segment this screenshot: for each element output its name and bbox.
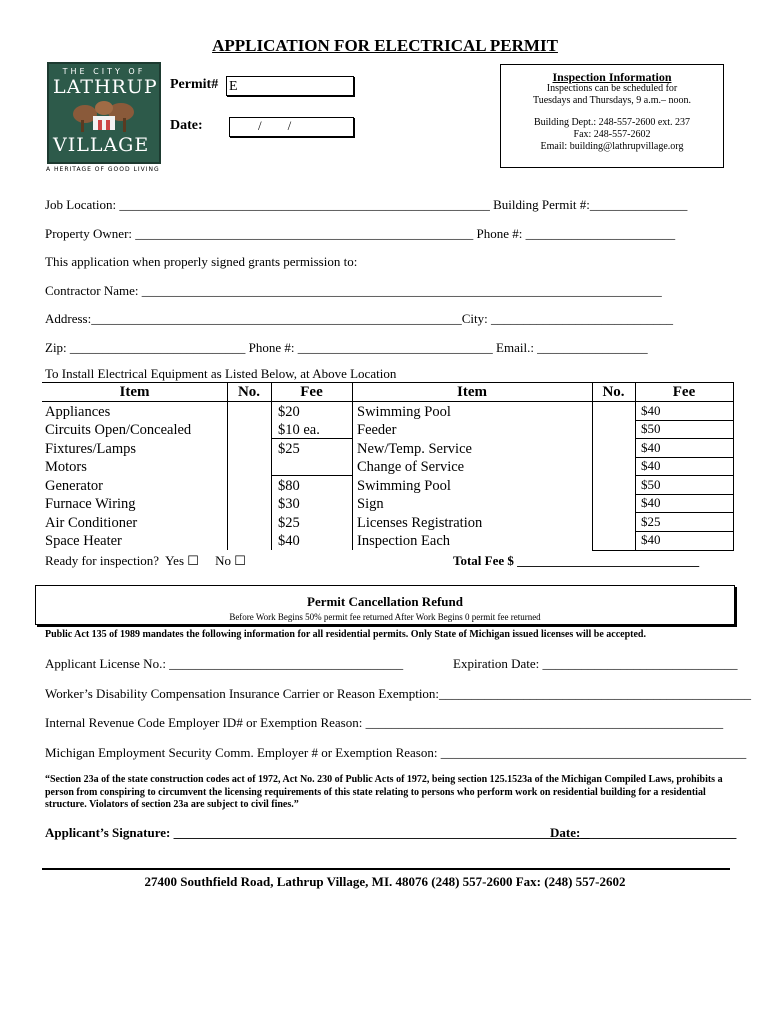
table-row-item: Feeder bbox=[357, 422, 397, 438]
table-row-fee: $25 bbox=[278, 441, 300, 457]
permit-label: Permit# bbox=[170, 77, 219, 92]
table-row-item: Furnace Wiring bbox=[45, 496, 136, 512]
table-divider bbox=[733, 382, 734, 550]
table-divider bbox=[635, 438, 733, 439]
table-row-fee: $40 bbox=[641, 440, 661, 455]
table-row-item: Sign bbox=[357, 496, 384, 512]
table-row-item: Appliances bbox=[45, 404, 111, 420]
table-divider bbox=[635, 475, 733, 476]
inspection-fax: Fax: 248-557-2602 bbox=[573, 129, 651, 140]
footer-address: 27400 Southfield Road, Lathrup Village, MI. 48076 (248) 557-2600 Fax: (248) 557-2602 bbox=[144, 874, 626, 889]
city-logo bbox=[47, 62, 161, 164]
table-row-item: Swimming Pool bbox=[357, 404, 451, 420]
table-row-item: Generator bbox=[45, 478, 103, 494]
mesc-line[interactable]: Michigan Employment Security Comm. Employer # or Exemption Reason: _______________________________________________ bbox=[45, 745, 747, 760]
table-row-item: New/Temp. Service bbox=[357, 441, 472, 457]
table-row-fee: $20 bbox=[278, 404, 300, 420]
table-top-rule bbox=[42, 382, 734, 383]
table-row-item: Circuits Open/Concealed bbox=[45, 422, 192, 438]
inspection-dept: Building Dept.: 248-557-2600 ext. 237 bbox=[533, 117, 691, 128]
table-row-item: Change of Service bbox=[357, 459, 465, 475]
public-act-notice: Public Act 135 of 1989 mandates the following information for all residential permits. Only State of Michigan issued licenses will be accepted. bbox=[45, 629, 646, 640]
logo-line1: LATHRUP bbox=[53, 76, 158, 98]
inspection-heading: Inspection Information bbox=[552, 70, 672, 84]
logo-top-text: THE CITY OF bbox=[62, 67, 146, 76]
employer-id-line[interactable]: Internal Revenue Code Employer ID# or Exemption Reason: _______________________________________________________ bbox=[45, 715, 724, 730]
zip-phone-email-line[interactable]: Zip: ___________________________ Phone #: ______________________________ Email.: _________________ bbox=[45, 340, 648, 355]
contractor-line[interactable]: Contractor Name: ________________________________________________________________________________ bbox=[45, 283, 662, 298]
table-row-fee: $40 bbox=[278, 533, 300, 549]
install-text: To Install Electrical Equipment as Listed Below, at Above Location bbox=[45, 366, 397, 381]
logo-illustration bbox=[71, 100, 137, 136]
logo-line2: VILLAGE bbox=[53, 134, 150, 156]
table-row-fee: $40 bbox=[641, 458, 661, 473]
footer-divider bbox=[42, 868, 730, 870]
table-row-fee: $40 bbox=[641, 495, 661, 510]
table-row-fee: $10 ea. bbox=[278, 422, 320, 438]
col-header-item2: Item bbox=[457, 384, 487, 400]
section-23a-notice: “Section 23a of the state construction codes act of 1972, Act No. 230 of Public Acts of 1972, being section 125.1523a of the Michigan Compiled Laws, prohibits a person from conspiring to circumvent the licensing requirements of this state relating to persons who perform work on residential building for a residential structure. Violators of section 23a are subject to civil fines.” bbox=[45, 774, 723, 810]
cancellation-text: Before Work Begins 50% permit fee returned After Work Begins 0 permit fee returned bbox=[229, 612, 541, 622]
expiration-date-line[interactable]: Expiration Date: ______________________________ bbox=[453, 656, 738, 671]
logo-tagline: A HERITAGE OF GOOD LIVING bbox=[46, 166, 160, 173]
table-divider bbox=[352, 382, 353, 550]
cancellation-refund-box bbox=[35, 585, 735, 625]
table-row-item: Inspection Each bbox=[357, 533, 451, 549]
col-header-fee2: Fee bbox=[672, 384, 696, 400]
date-value: / / bbox=[258, 118, 292, 133]
grants-text: This application when properly signed grants permission to: bbox=[45, 254, 358, 269]
address-line[interactable]: Address:_________________________________________________________City: ____________________________ bbox=[45, 311, 673, 326]
table-bottom-rule bbox=[592, 550, 734, 551]
table-divider bbox=[635, 512, 733, 513]
table-row-fee: $80 bbox=[278, 478, 300, 494]
inspection-email: Email: building@lathrupvillage.org bbox=[540, 141, 684, 152]
ready-for-inspection-checkboxes[interactable]: Ready for inspection? Yes ☐ No ☐ bbox=[45, 553, 246, 568]
table-row-fee: $25 bbox=[278, 515, 300, 531]
table-row-fee: $40 bbox=[641, 532, 661, 547]
permit-number-value: E bbox=[229, 79, 238, 94]
inspection-info-box bbox=[500, 64, 724, 168]
table-row-item: Air Conditioner bbox=[45, 515, 138, 531]
col-header-no2: No. bbox=[602, 384, 625, 400]
col-header-item: Item bbox=[119, 384, 150, 400]
table-divider bbox=[635, 382, 636, 550]
applicant-license-line[interactable]: Applicant License No.: ____________________________________ bbox=[45, 656, 404, 671]
col-header-no: No. bbox=[237, 384, 261, 400]
signature-date-line[interactable]: Date:________________________ bbox=[550, 825, 737, 840]
permit-number-field[interactable] bbox=[226, 76, 354, 96]
total-fee-line[interactable]: Total Fee $ ____________________________ bbox=[453, 553, 700, 568]
property-owner-line[interactable]: Property Owner: ____________________________________________________ Phone #: _______________________ bbox=[45, 226, 676, 241]
table-header-rule bbox=[42, 401, 734, 402]
table-row-fee: $25 bbox=[641, 514, 661, 529]
table-divider bbox=[227, 382, 228, 550]
table-row-fee: $40 bbox=[641, 403, 661, 418]
table-row-fee: $50 bbox=[641, 421, 661, 436]
table-row-item: Space Heater bbox=[45, 533, 122, 549]
table-row-item: Motors bbox=[45, 459, 87, 475]
cancellation-heading: Permit Cancellation Refund bbox=[307, 594, 463, 609]
table-row-item: Swimming Pool bbox=[357, 478, 451, 494]
table-divider bbox=[592, 382, 593, 550]
table-divider bbox=[271, 382, 272, 550]
col-header-fee: Fee bbox=[300, 384, 323, 400]
table-divider bbox=[271, 475, 352, 476]
date-field[interactable] bbox=[229, 117, 354, 137]
inspection-line2: Tuesdays and Thursdays, 9 a.m.– noon. bbox=[532, 95, 692, 106]
table-row-fee: $30 bbox=[278, 496, 300, 512]
page-title: APPLICATION FOR ELECTRICAL PERMIT bbox=[212, 36, 558, 55]
table-row-item: Fixtures/Lamps bbox=[45, 441, 137, 457]
workers-comp-line[interactable]: Worker’s Disability Compensation Insurance Carrier or Reason Exemption:________________________________________________ bbox=[45, 686, 752, 701]
date-label: Date: bbox=[170, 118, 203, 133]
inspection-line1: Inspections can be scheduled for bbox=[546, 83, 678, 94]
job-location-line[interactable]: Job Location: _________________________________________________________ Building Permit #:_______________ bbox=[45, 197, 688, 212]
table-row-fee: $50 bbox=[641, 477, 661, 492]
table-row-item: Licenses Registration bbox=[357, 515, 483, 531]
applicant-signature-line[interactable]: Applicant’s Signature: ________________________________________________________________ bbox=[45, 825, 590, 840]
